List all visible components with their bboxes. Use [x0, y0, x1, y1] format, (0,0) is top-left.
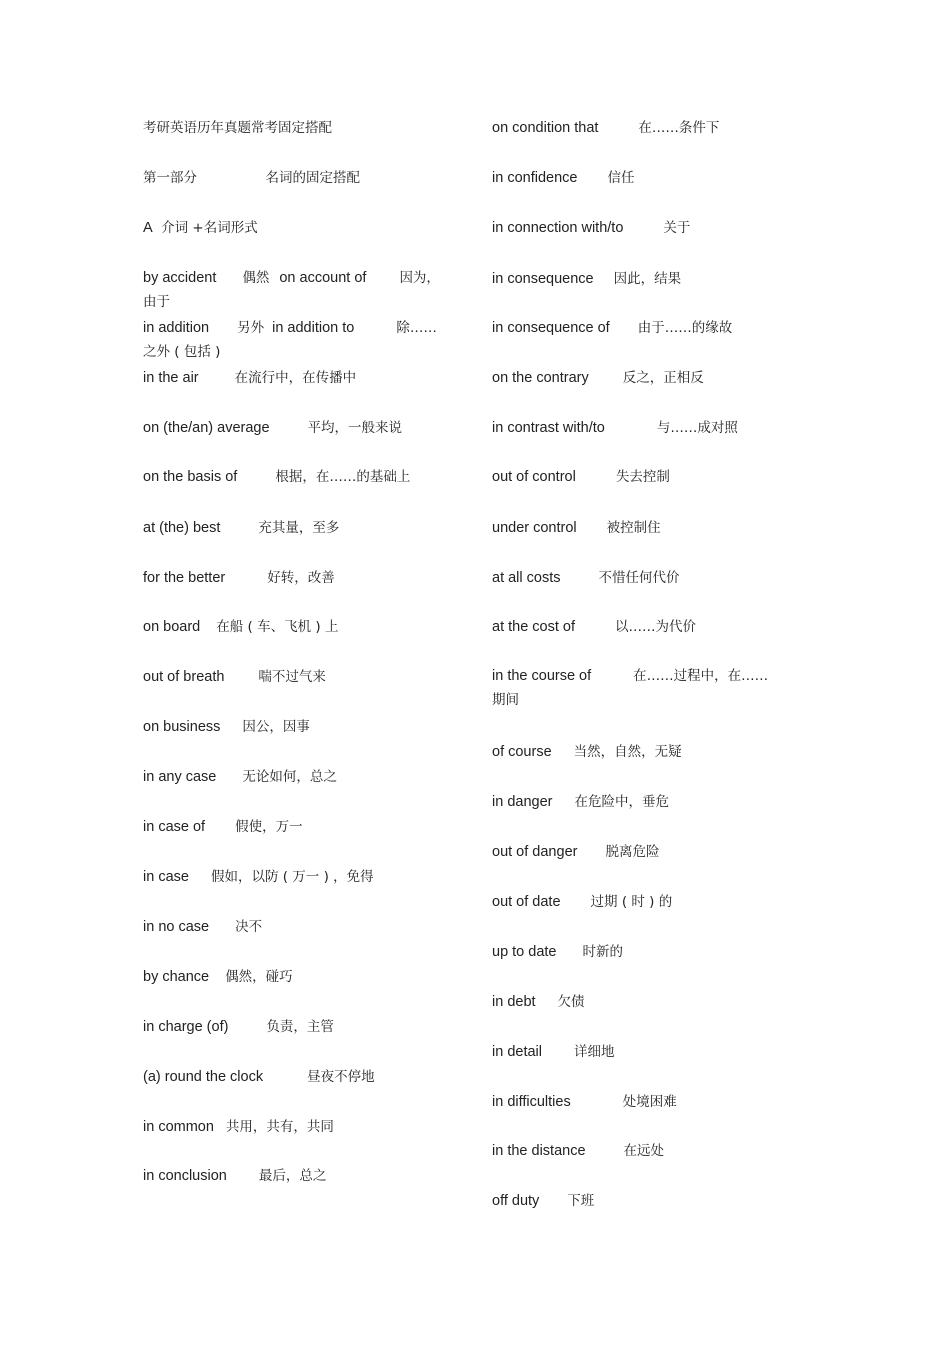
list-item: on condition that 在……条件下 [492, 120, 720, 136]
list-item: by accident 偶然 on account of 因为， 由于 [143, 270, 440, 310]
section-heading [143, 218, 258, 238]
list-item: out of date 过期 ( 时 ) 的 [492, 894, 673, 910]
list-item: out of danger 脱离危险 [492, 844, 660, 860]
list-item: of course 当然，自然，无疑 [492, 744, 682, 760]
list-item: in the air 在流行中，在传播中 [143, 370, 357, 386]
list-item: on the basis of 根据，在……的基础上 [143, 469, 411, 485]
list-item: off duty 下班 [492, 1193, 595, 1209]
list-item: in detail 详细地 [492, 1044, 615, 1060]
list-item: in consequence of 由于……的缘故 [492, 320, 733, 336]
list-item: under control 被控制住 [492, 520, 661, 536]
list-item: on board 在船 ( 车、飞机 ) 上 [143, 619, 339, 635]
list-item: at the cost of 以……为代价 [492, 619, 697, 635]
part-label: 第一部分 [143, 170, 197, 186]
part-heading [143, 168, 360, 188]
list-item: (a) round the clock 昼夜不停地 [143, 1069, 375, 1085]
list-item: at (the) best 充其量，至多 [143, 520, 340, 536]
list-item: in confidence 信任 [492, 170, 635, 186]
list-item: in consequence 因此，结果 [492, 271, 682, 287]
list-item: out of control 失去控制 [492, 469, 670, 485]
list-item: in difficulties 处境困难 [492, 1094, 677, 1110]
list-item: on business 因公，因事 [143, 719, 310, 735]
list-item: in danger 在危险中，垂危 [492, 794, 669, 810]
list-item: in conclusion 最后，总之 [143, 1168, 327, 1184]
list-item: in case of 假使，万一 [143, 819, 303, 835]
list-item: in debt 欠债 [492, 994, 585, 1010]
list-item: in the distance 在远处 [492, 1143, 665, 1159]
list-item: by chance 偶然，碰巧 [143, 969, 293, 985]
list-item: in common 共用，共有，共同 [143, 1119, 334, 1135]
part-name: 名词的固定搭配 [265, 170, 360, 186]
list-item: in contrast with/to 与……成对照 [492, 420, 738, 436]
list-item: in case 假如，以防 ( 万一 ) ，免得 [143, 869, 374, 885]
list-item: for the better 好转，改善 [143, 570, 335, 586]
section-name: 介词 +名词形式 [161, 220, 258, 236]
list-item: in any case 无论如何，总之 [143, 769, 337, 785]
section-prefix: A [143, 220, 153, 236]
list-item: in connection with/to 关于 [492, 220, 691, 236]
list-item: at all costs 不惜任何代价 [492, 570, 680, 586]
list-item: up to date 时新的 [492, 944, 623, 960]
list-item: in no case 决不 [143, 919, 263, 935]
document-title: 考研英语历年真题常考固定搭配 [143, 120, 332, 136]
list-item: in charge (of) 负责，主管 [143, 1019, 334, 1035]
list-item: out of breath 喘不过气来 [143, 669, 326, 685]
list-item: on (the/an) average 平均，一般来说 [143, 420, 403, 436]
list-item: in addition 另外 in addition to 除…… 之外 ( 包括 ) [143, 320, 437, 360]
list-item: on the contrary 反之，正相反 [492, 370, 704, 386]
list-item: in the course of 在……过程中，在…… 期间 [492, 668, 769, 708]
